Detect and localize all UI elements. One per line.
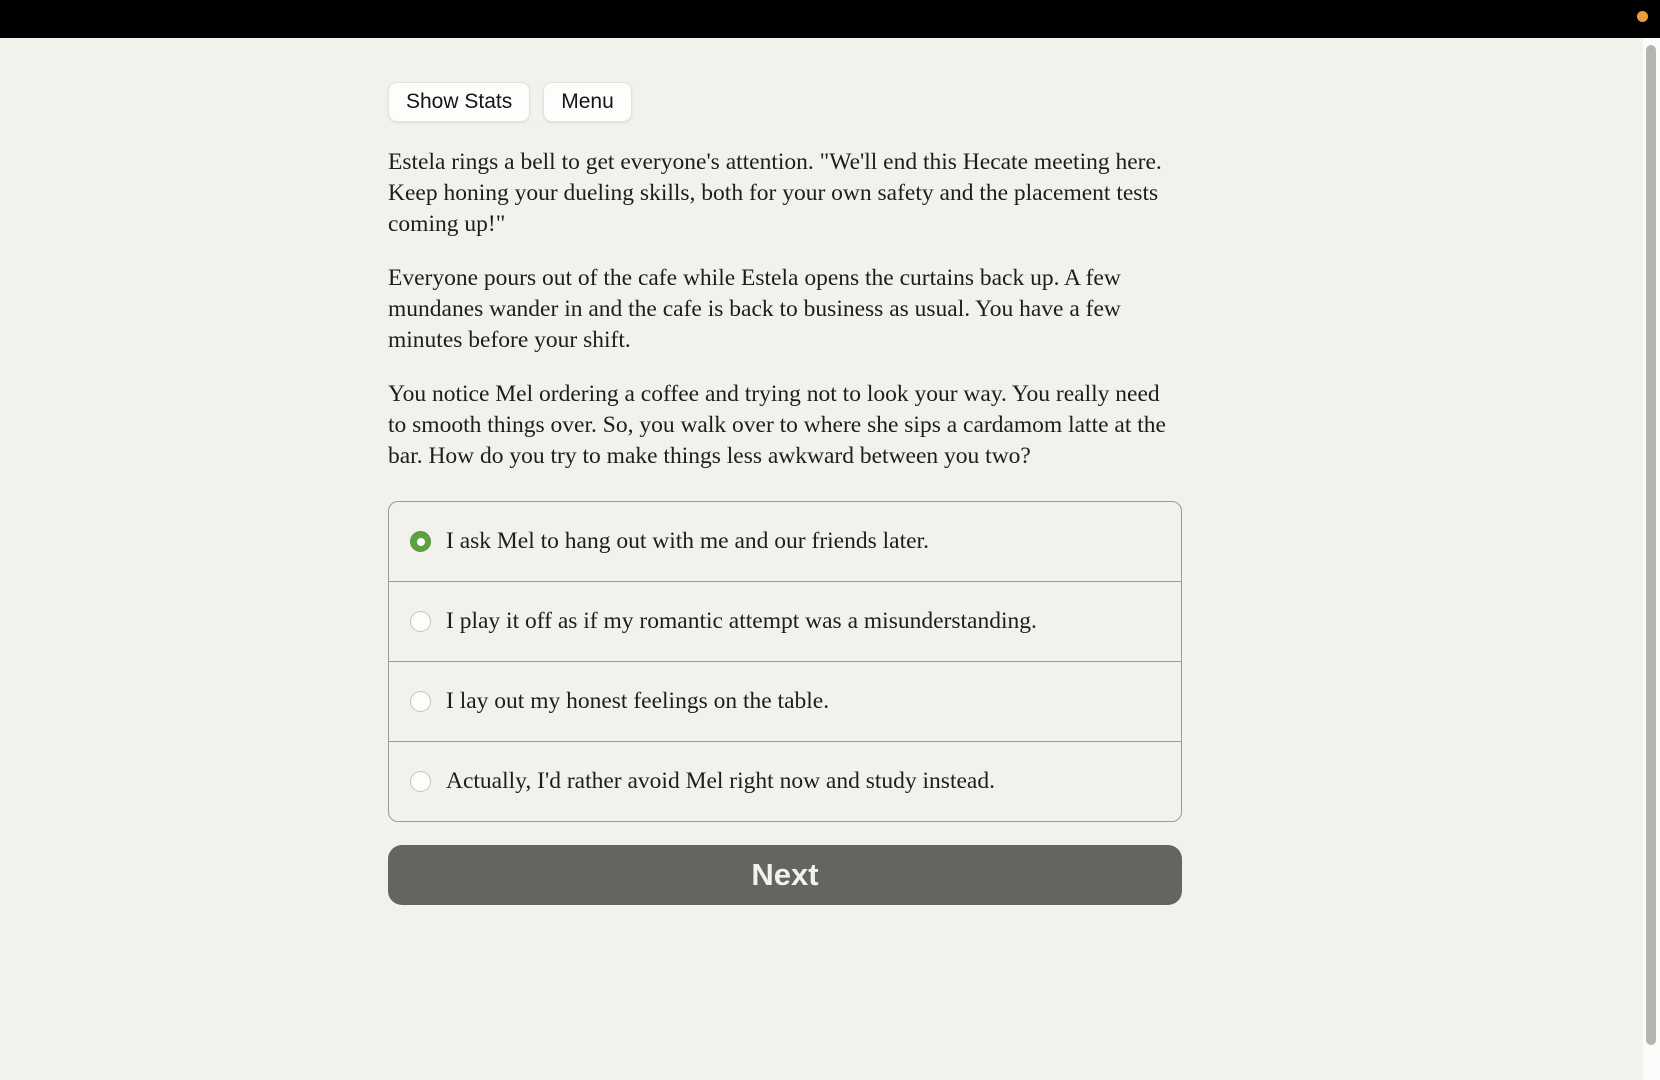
- scrollbar-thumb[interactable]: [1646, 45, 1656, 1045]
- story-paragraph: Everyone pours out of the cafe while Estela opens the curtains back up. A few mundanes wander in and the cafe is back to business as usual. You have a few minutes before your shift.: [388, 265, 1121, 353]
- choice-option-label: I ask Mel to hang out with me and our friends later.: [446, 528, 929, 554]
- choice-option-label: Actually, I'd rather avoid Mel right now and study instead.: [446, 768, 995, 794]
- choice-option-label: I lay out my honest feelings on the table.: [446, 688, 830, 714]
- story-paragraph: You notice Mel ordering a coffee and trying not to look your way. You really need to smooth things over. So, you walk over to where she sips a cardamom latte at the bar. How do you try to make things less awkward between you two?: [388, 381, 1166, 469]
- choice-option-label: I play it off as if my romantic attempt was a misunderstanding.: [446, 608, 1037, 634]
- choice-option[interactable]: [389, 661, 1181, 741]
- scrollbar-track[interactable]: [1643, 38, 1660, 1080]
- radio-button-icon[interactable]: [410, 771, 431, 792]
- choice-option[interactable]: [389, 502, 1181, 581]
- radio-button-icon[interactable]: [410, 611, 431, 632]
- choice-option[interactable]: [389, 741, 1181, 821]
- next-button[interactable]: Next: [388, 845, 1182, 905]
- show-stats-button[interactable]: Show Stats: [388, 82, 530, 122]
- choices-box: [388, 501, 1182, 822]
- story-paragraph: Estela rings a bell to get everyone's attention. "We'll end this Hecate meeting here. Keep honing your dueling skills, both for your own safety and the placement tests coming up!": [388, 149, 1162, 237]
- toolbar: [388, 82, 1182, 122]
- radio-button-icon[interactable]: [410, 531, 431, 552]
- story-text: [388, 147, 1182, 472]
- choice-option[interactable]: [389, 581, 1181, 661]
- radio-button-icon[interactable]: [410, 691, 431, 712]
- notification-dot-icon: [1637, 11, 1648, 22]
- game-content: [388, 38, 1182, 905]
- menu-button[interactable]: Menu: [543, 82, 632, 122]
- top-bar: [0, 0, 1660, 38]
